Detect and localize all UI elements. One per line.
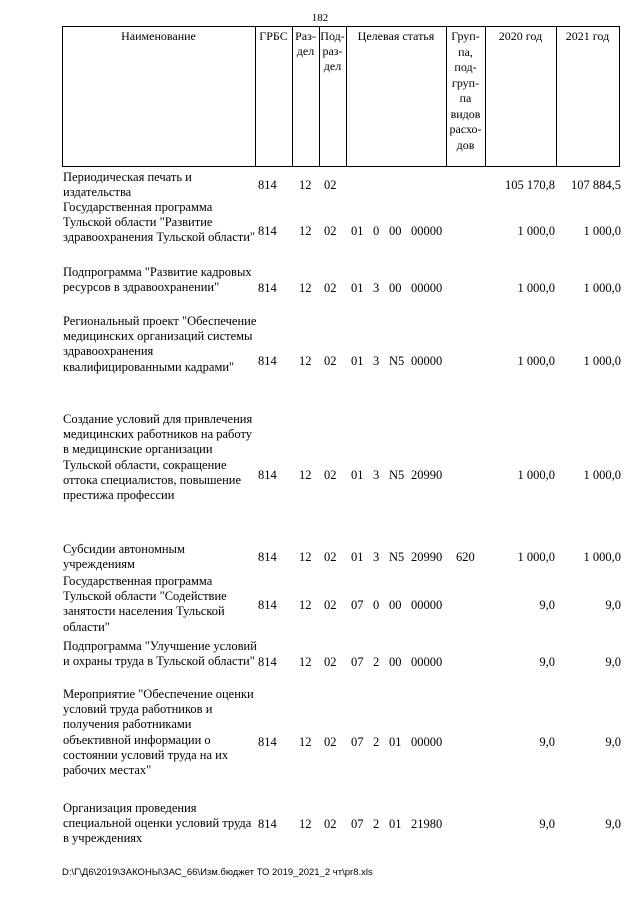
cell-podrazdel: 02 [324, 178, 337, 192]
page-number: 182 [311, 12, 329, 24]
cell-target-subprogram: 3 [373, 550, 380, 564]
cell-target-event: 00 [389, 281, 402, 295]
cell-razdel: 12 [299, 354, 312, 368]
cell-razdel: 12 [299, 735, 312, 749]
cell-grbs: 814 [258, 655, 277, 669]
cell-razdel: 12 [299, 281, 312, 295]
cell-target-direction: 00000 [411, 354, 443, 368]
cell-grbs: 814 [258, 550, 277, 564]
cell-target-subprogram: 3 [373, 281, 380, 295]
cell-target-subprogram: 0 [373, 224, 380, 238]
cell-razdel: 12 [299, 468, 312, 482]
col-divider [255, 26, 256, 166]
cell-razdel: 12 [299, 598, 312, 612]
cell-target-subprogram: 3 [373, 354, 380, 368]
row-name: Подпрограмма "Развитие кадровых ресурсов в здравоохранении" [63, 265, 252, 295]
cell-razdel: 12 [299, 550, 312, 564]
cell-2021: 1 000,0 [583, 224, 621, 238]
cell-podrazdel: 02 [324, 354, 337, 368]
cell-target-event: 00 [389, 598, 402, 612]
row-name: Мероприятие "Обеспечение оценки условий труда работников и получения работниками объективной информации о состоянии условий труда на их рабочих местах" [63, 687, 254, 778]
cell-podrazdel: 02 [324, 598, 337, 612]
cell-target-direction: 00000 [411, 735, 443, 749]
row-name: Периодическая печать и издательства [63, 170, 192, 200]
cell-target-event: N5 [389, 468, 405, 482]
cell-target-event: 01 [389, 817, 402, 831]
cell-target-subprogram: 2 [373, 817, 380, 831]
cell-razdel: 12 [299, 224, 312, 238]
cell-expense-type: 620 [456, 550, 475, 564]
cell-target-program: 07 [351, 817, 364, 831]
cell-target-direction: 21980 [411, 817, 443, 831]
col-divider [346, 26, 347, 166]
row-name: Государственная программа Тульской области "Содействие занятости населения Тульской области" [63, 574, 227, 634]
cell-target-program: 07 [351, 598, 364, 612]
cell-target-subprogram: 0 [373, 598, 380, 612]
cell-grbs: 814 [258, 468, 277, 482]
cell-2020: 105 170,8 [505, 178, 555, 192]
cell-grbs: 814 [258, 735, 277, 749]
cell-2021: 1 000,0 [583, 281, 621, 295]
col-divider [556, 26, 557, 166]
header-group: Груп- па, под- груп- па видов расхо- дов [449, 29, 482, 152]
row-name: Государственная программа Тульской области "Развитие здравоохранения Тульской области" [63, 200, 256, 245]
cell-target-program: 01 [351, 550, 364, 564]
cell-grbs: 814 [258, 817, 277, 831]
cell-2020: 1 000,0 [517, 468, 555, 482]
cell-podrazdel: 02 [324, 817, 337, 831]
cell-razdel: 12 [299, 655, 312, 669]
cell-razdel: 12 [299, 178, 312, 192]
cell-target-event: 00 [389, 655, 402, 669]
cell-grbs: 814 [258, 178, 277, 192]
cell-2020: 1 000,0 [517, 354, 555, 368]
cell-2020: 9,0 [539, 735, 555, 749]
file-path-footer: D:\Г\Д6\2019\ЗАКОНЫ\ЗАС_66\Изм.бюджет ТО 2019_2021_2 чт\pr8.xls [62, 867, 373, 878]
cell-target-program: 01 [351, 281, 364, 295]
cell-target-direction: 20990 [411, 468, 443, 482]
header-2020: 2020 год [498, 29, 543, 43]
cell-podrazdel: 02 [324, 735, 337, 749]
cell-2020: 1 000,0 [517, 550, 555, 564]
cell-target-direction: 00000 [411, 655, 443, 669]
header-name: Наименование [121, 29, 196, 43]
header-razdel: Раз- дел [295, 29, 316, 58]
cell-target-program: 01 [351, 224, 364, 238]
cell-grbs: 814 [258, 354, 277, 368]
cell-target-subprogram: 2 [373, 735, 380, 749]
cell-target-program: 01 [351, 468, 364, 482]
cell-2021: 1 000,0 [583, 354, 621, 368]
cell-2021: 9,0 [605, 598, 621, 612]
header-grbs: ГРБС [259, 29, 288, 43]
cell-grbs: 814 [258, 281, 277, 295]
cell-target-event: N5 [389, 550, 405, 564]
row-name: Региональный проект "Обеспечение медицинских организаций системы здравоохранения квалифицированными кадрами" [63, 314, 257, 374]
cell-target-program: 07 [351, 655, 364, 669]
cell-target-program: 07 [351, 735, 364, 749]
cell-target-event: 00 [389, 224, 402, 238]
row-name: Субсидии автономным учреждениям [63, 542, 185, 572]
table-header [62, 26, 620, 166]
cell-2020: 1 000,0 [517, 281, 555, 295]
cell-target-direction: 00000 [411, 598, 443, 612]
cell-2021: 9,0 [605, 735, 621, 749]
cell-target-subprogram: 3 [373, 468, 380, 482]
row-name: Подпрограмма "Улучшение условий и охраны труда в Тульской области" [63, 639, 257, 669]
row-name: Создание условий для привлечения медицинских работников на работу в медицинские организации Тульской области, сокращение оттока специалистов, повышение престижа профессии [63, 412, 253, 503]
cell-target-direction: 00000 [411, 281, 443, 295]
header-2021: 2021 год [565, 29, 610, 43]
cell-grbs: 814 [258, 224, 277, 238]
cell-podrazdel: 02 [324, 281, 337, 295]
cell-podrazdel: 02 [324, 655, 337, 669]
cell-podrazdel: 02 [324, 468, 337, 482]
cell-razdel: 12 [299, 817, 312, 831]
cell-podrazdel: 02 [324, 550, 337, 564]
cell-target-event: 01 [389, 735, 402, 749]
row-name: Организация проведения специальной оценки условий труда в учреждениях [63, 801, 252, 846]
header-target: Целевая статья [357, 29, 435, 43]
cell-target-program: 01 [351, 354, 364, 368]
col-divider [485, 26, 486, 166]
cell-2020: 9,0 [539, 817, 555, 831]
cell-2021: 107 884,5 [571, 178, 621, 192]
cell-grbs: 814 [258, 598, 277, 612]
cell-2020: 1 000,0 [517, 224, 555, 238]
cell-2021: 9,0 [605, 817, 621, 831]
cell-target-direction: 20990 [411, 550, 443, 564]
cell-target-subprogram: 2 [373, 655, 380, 669]
cell-2021: 9,0 [605, 655, 621, 669]
cell-2021: 1 000,0 [583, 550, 621, 564]
cell-target-direction: 00000 [411, 224, 443, 238]
cell-2020: 9,0 [539, 598, 555, 612]
cell-2020: 9,0 [539, 655, 555, 669]
cell-2021: 1 000,0 [583, 468, 621, 482]
cell-podrazdel: 02 [324, 224, 337, 238]
cell-target-event: N5 [389, 354, 405, 368]
header-podrazdel: Под- раз- дел [320, 29, 345, 73]
